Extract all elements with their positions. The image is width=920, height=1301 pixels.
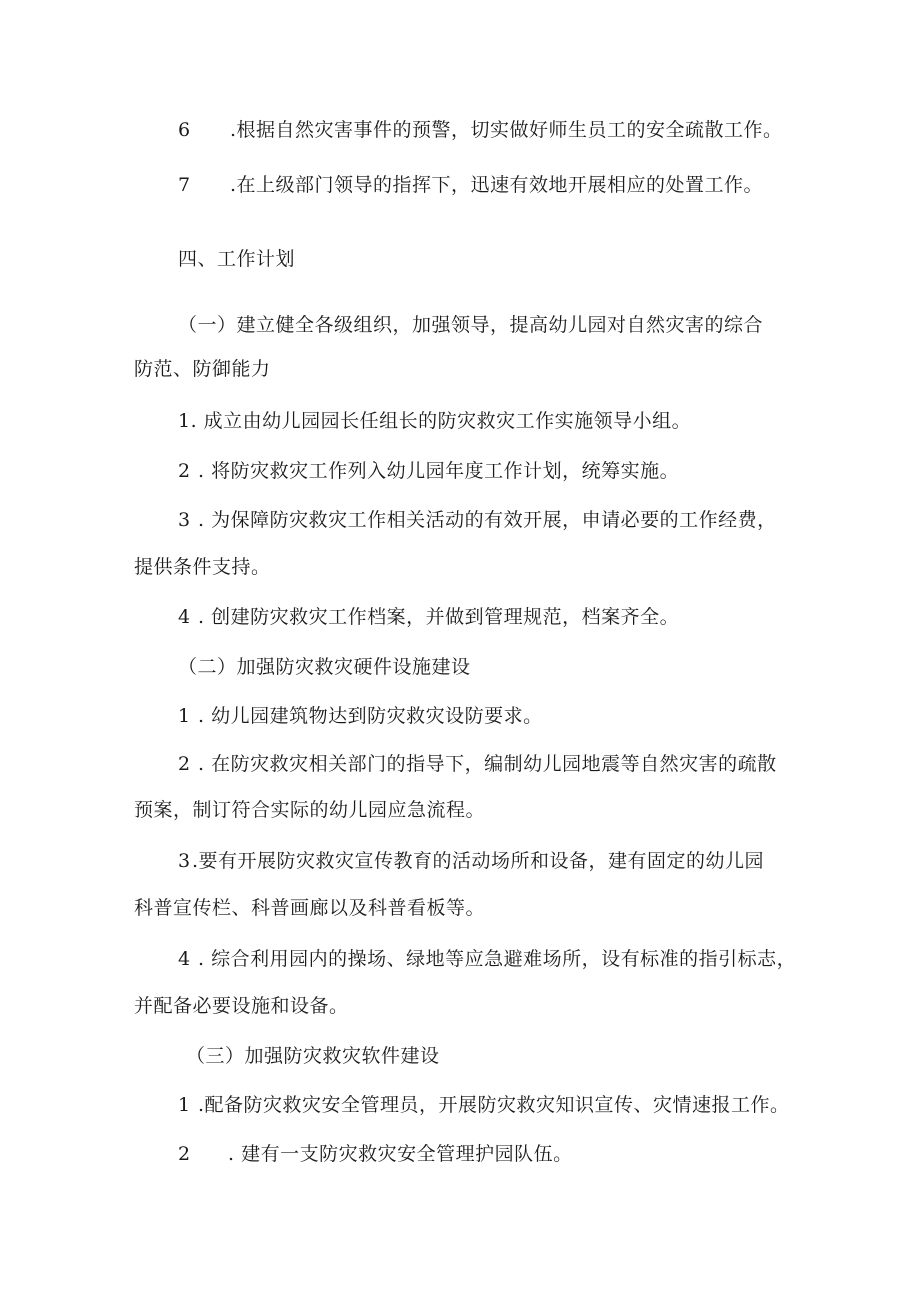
- list-item: [178, 1141, 573, 1167]
- list-text: . 将防灾救灾工作列入幼儿园年度工作计划，统筹实施。: [198, 460, 680, 482]
- list-item: [178, 946, 796, 972]
- list-text: . 建有一支防灾救灾安全管理护园队伍。: [228, 1143, 573, 1165]
- list-number: 3: [178, 850, 191, 872]
- list-number: 1: [178, 1094, 191, 1116]
- list-number: 4: [178, 606, 191, 628]
- list-item-continuation: 预案，制订符合实际的幼儿园应急流程。: [134, 799, 486, 821]
- list-text: .根据自然灾害事件的预警，切实做好师生员工的安全疏散工作。: [230, 119, 783, 141]
- list-text: . 幼儿园建筑物达到防灾救灾设防要求。: [198, 705, 543, 727]
- list-item-continuation: 科普宣传栏、科普画廊以及科普看板等。: [134, 897, 486, 919]
- list-number: 2: [178, 460, 191, 482]
- list-item: [178, 507, 777, 533]
- subsection-heading-2: （二）加强防灾救灾硬件设施建设: [178, 656, 471, 678]
- list-item-7: [178, 172, 763, 198]
- list-text: . 创建防灾救灾工作档案，并做到管理规范，档案齐全。: [198, 606, 680, 628]
- list-text: .配备防灾救灾安全管理员，开展防灾救灾知识宣传、灾情速报工作。: [198, 1094, 790, 1116]
- list-item-6: [178, 117, 783, 143]
- list-text: . 在防灾救灾相关部门的指导下，编制幼儿园地震等自然灾害的疏散: [198, 753, 777, 775]
- list-item: [178, 1092, 790, 1118]
- list-text: . 综合利用园内的操场、绿地等应急避难场所，设有标准的指引标志，: [198, 948, 797, 970]
- list-number: 2: [178, 1143, 191, 1165]
- list-text: . 为保障防灾救灾工作相关活动的有效开展，申请必要的工作经费，: [198, 509, 777, 531]
- list-item-continuation: 提供条件支持。: [134, 556, 271, 578]
- list-item-continuation: 并配备必要设施和设备。: [134, 995, 349, 1017]
- list-item: [178, 703, 543, 729]
- list-text: .在上级部门领导的指挥下，迅速有效地开展相应的处置工作。: [230, 174, 764, 196]
- list-number: 7: [178, 174, 191, 196]
- subsection-heading-1-line1: （一）建立健全各级组织，加强领导，提高幼儿园对自然灾害的综合: [178, 314, 764, 336]
- list-number: 3: [178, 509, 191, 531]
- subsection-heading-1-line2: 防范、防御能力: [134, 358, 271, 380]
- list-item: [178, 458, 679, 484]
- list-item: [178, 604, 679, 630]
- list-number: 4: [178, 948, 191, 970]
- list-item: 1. 成立由幼儿园园长任组长的防灾救灾工作实施领导小组。: [178, 410, 692, 432]
- list-item: [178, 751, 777, 777]
- list-number: 6: [178, 119, 191, 141]
- list-item: [178, 848, 764, 874]
- subsection-heading-3: （三）加强防灾救灾软件建设: [186, 1045, 440, 1067]
- section-heading: 四、工作计划: [178, 248, 296, 270]
- list-text: .要有开展防灾救灾宣传教育的活动场所和设备，建有固定的幼儿园: [192, 850, 765, 872]
- list-number: 2: [178, 753, 191, 775]
- list-number: 1: [178, 705, 191, 727]
